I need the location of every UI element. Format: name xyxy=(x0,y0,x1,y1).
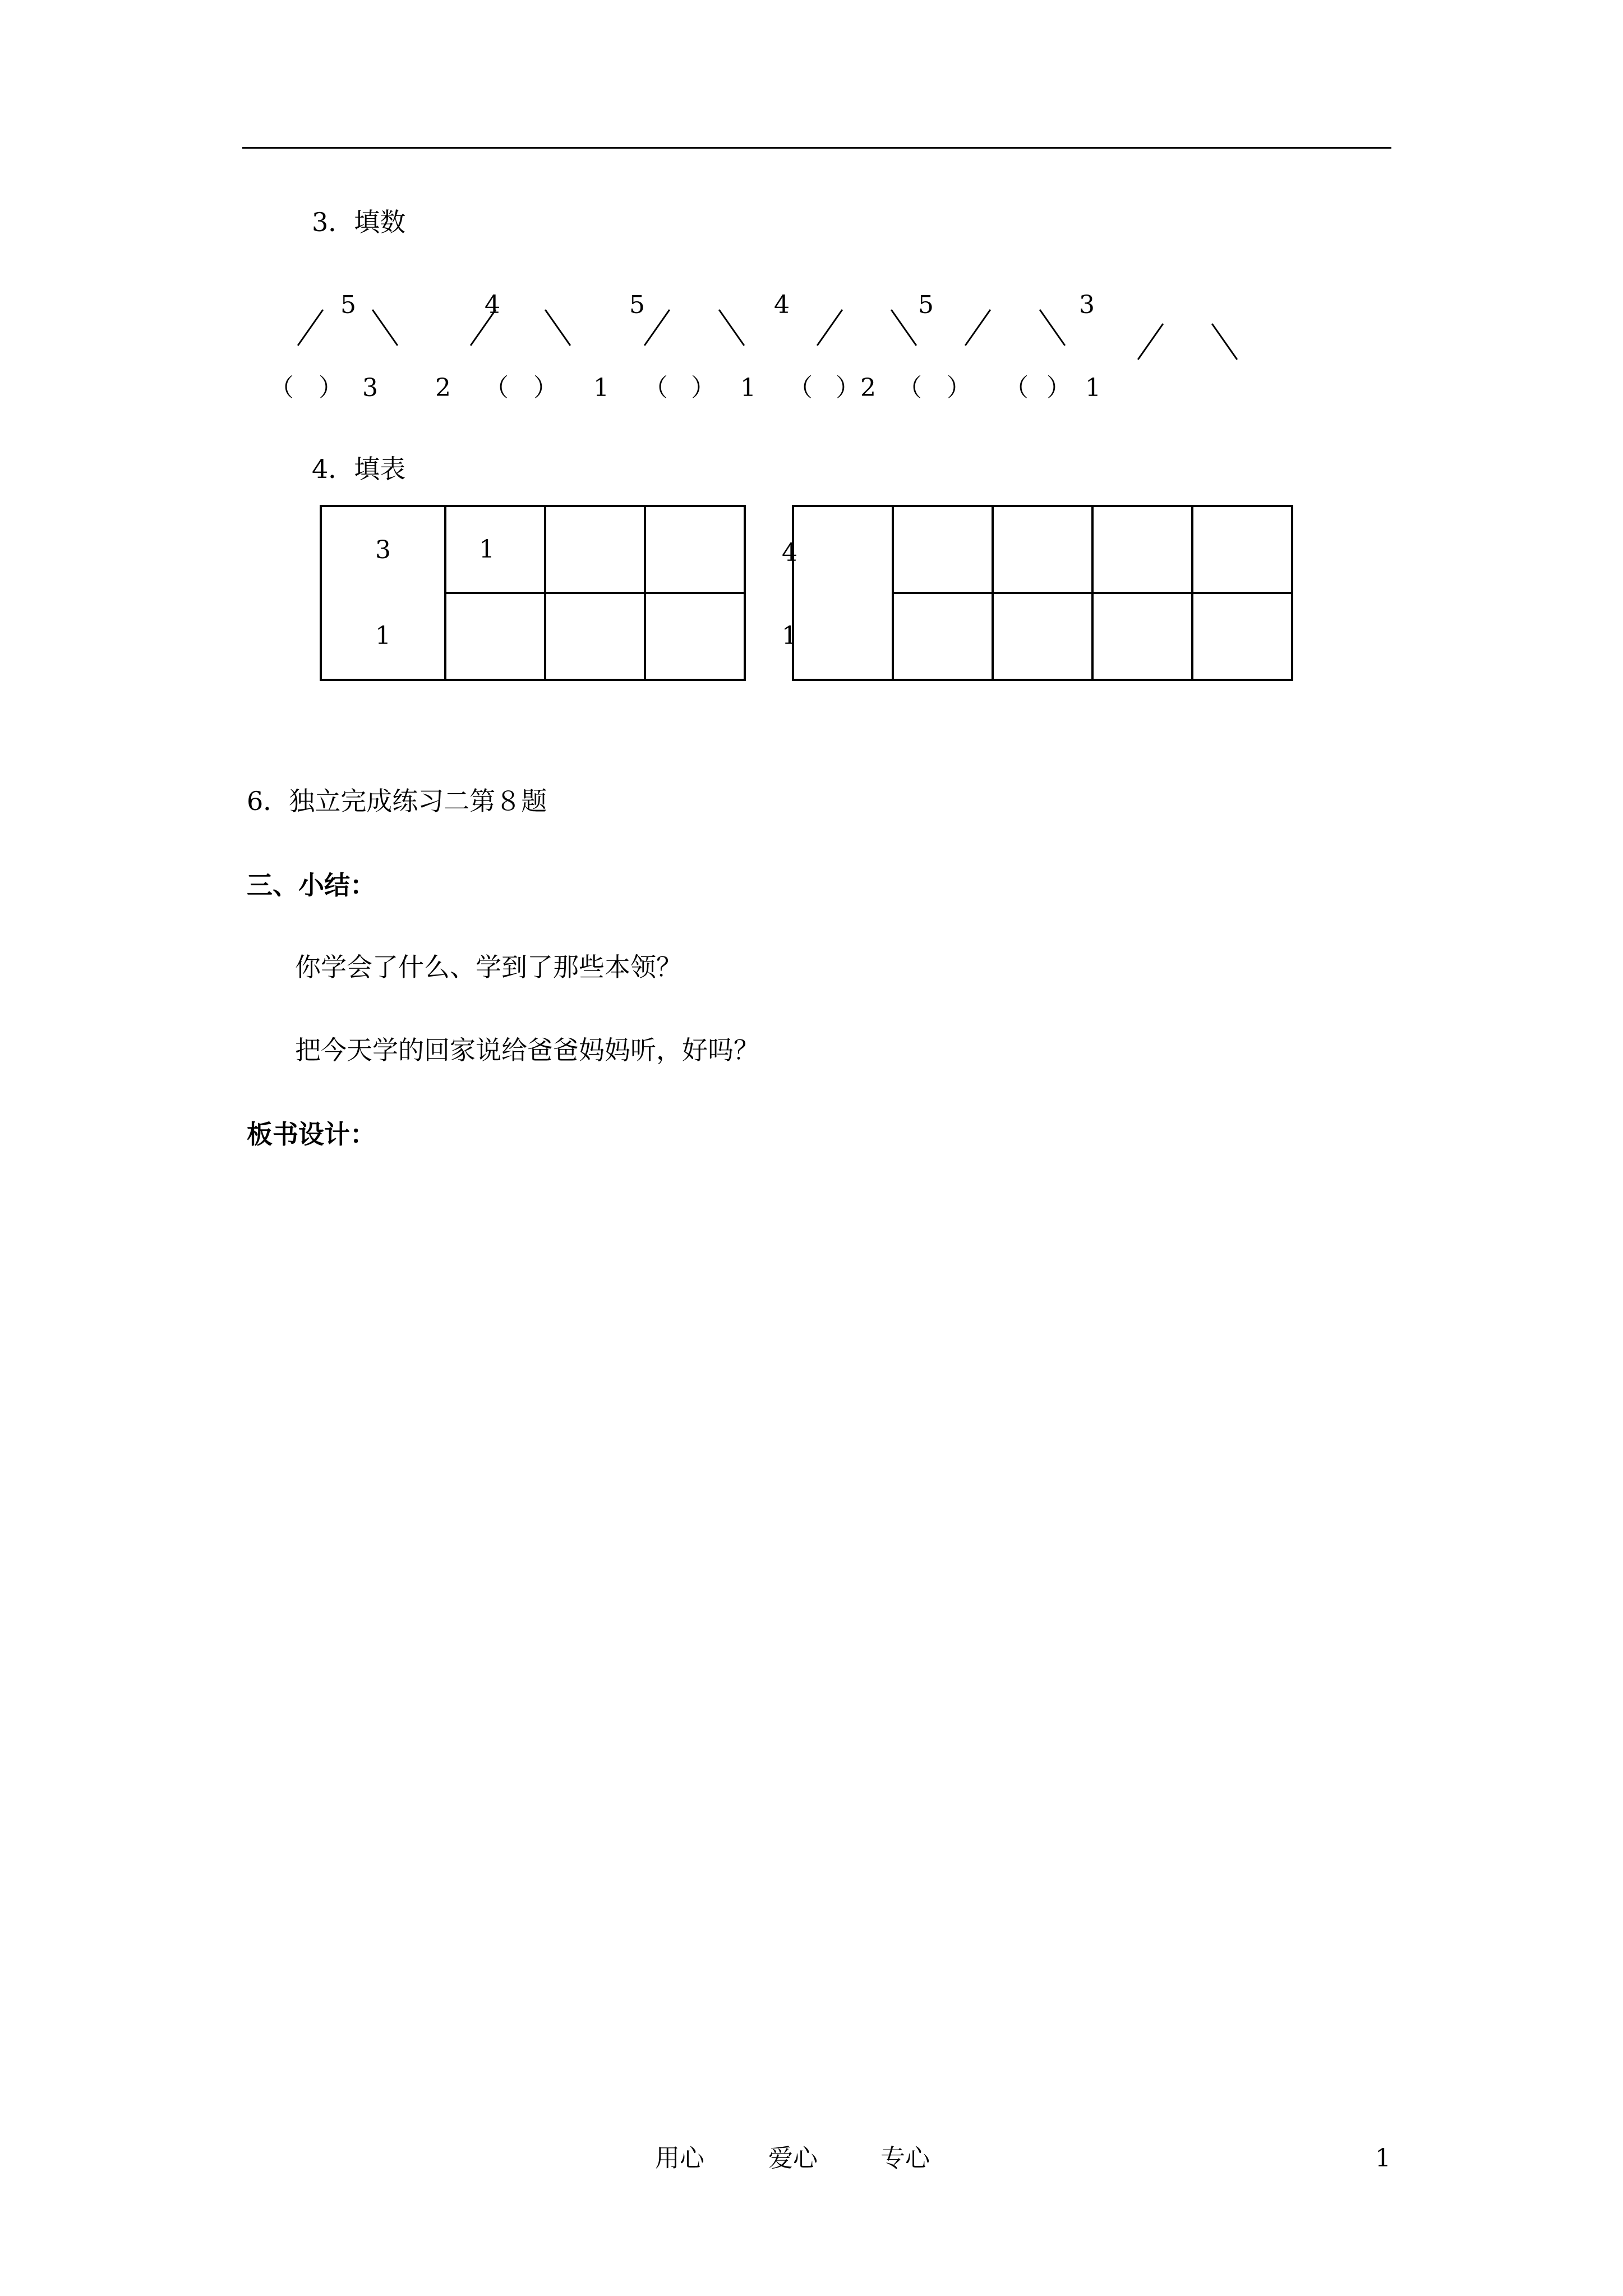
blank-close: ） xyxy=(947,374,971,402)
exercise-3-title: 3．填数 xyxy=(312,207,406,237)
board-design-heading: 板书设计： xyxy=(247,1119,376,1149)
table1-top-left: 3 xyxy=(321,506,445,593)
table-cell[interactable] xyxy=(893,593,993,680)
table2-first-column xyxy=(793,506,893,680)
table-cell[interactable] xyxy=(445,593,545,680)
number-bond-top-5: 5 xyxy=(918,291,934,319)
bottom-number: 1 xyxy=(1085,374,1101,402)
table-cell[interactable] xyxy=(1092,506,1192,593)
blank-open: （ xyxy=(788,374,813,402)
summary-line-2: 把今天学的回家说给爸爸妈妈听，好吗？ xyxy=(295,1035,759,1065)
blank-open: （ xyxy=(897,374,922,402)
number-bond-top-4: 4 xyxy=(774,291,790,319)
branch-line xyxy=(545,309,571,346)
branch-line xyxy=(470,309,496,346)
branch-line xyxy=(372,309,398,346)
bottom-number: 1 xyxy=(740,374,756,402)
table-cell[interactable] xyxy=(645,593,745,680)
table-cell[interactable] xyxy=(993,506,1092,593)
bottom-number: 3 xyxy=(362,374,378,402)
blank-open: （ xyxy=(484,374,509,402)
blank-close: ） xyxy=(533,374,558,402)
branch-line xyxy=(718,309,745,346)
page-number: 1 xyxy=(1375,2144,1391,2173)
number-bond-top-3: 5 xyxy=(629,291,645,319)
table-cell[interactable] xyxy=(1192,506,1292,593)
number-bond-top-2: 4 xyxy=(485,291,500,319)
blank-close: ） xyxy=(1046,374,1071,402)
branch-line xyxy=(1211,323,1238,360)
table-cell[interactable] xyxy=(545,506,645,593)
blank-open: （ xyxy=(1004,374,1029,402)
summary-line-1: 你学会了什么、学到了那些本领？ xyxy=(295,952,682,982)
bottom-number: 1 xyxy=(593,374,609,402)
branch-line xyxy=(891,309,917,346)
footer-slogan-1: 用心 xyxy=(655,2144,704,2173)
branch-line xyxy=(817,309,843,346)
number-bond-top-6: 3 xyxy=(1079,291,1095,319)
table1-top-second: 1 xyxy=(445,506,545,593)
header-rule xyxy=(242,147,1391,149)
table2-bottom-left: 1 xyxy=(782,622,797,650)
table-cell[interactable] xyxy=(993,593,1092,680)
branch-line xyxy=(297,309,324,346)
footer-slogan-3: 专心 xyxy=(880,2144,930,2173)
branch-line xyxy=(1137,323,1164,360)
blank-close: ）2 xyxy=(836,374,876,402)
branch-line xyxy=(644,309,670,346)
table-cell[interactable] xyxy=(645,506,745,593)
item-6-text: 6．独立完成练习二第８题 xyxy=(247,786,547,816)
table-cell[interactable] xyxy=(1092,593,1192,680)
branch-line xyxy=(1039,309,1066,346)
fill-table-1 xyxy=(320,505,746,681)
summary-heading: 三、小结： xyxy=(247,870,376,900)
bottom-number: 2 xyxy=(435,374,451,402)
blank-open: （ xyxy=(269,374,294,402)
number-bond-top-1: 5 xyxy=(340,291,356,319)
table-cell[interactable] xyxy=(893,506,993,593)
table1-bottom-left: 1 xyxy=(321,593,445,680)
table2-top-left: 4 xyxy=(782,539,797,567)
branch-line xyxy=(965,309,991,346)
exercise-4-title: 4．填表 xyxy=(312,454,406,484)
footer-slogan-2: 爱心 xyxy=(768,2144,818,2173)
table-cell[interactable] xyxy=(545,593,645,680)
blank-open: （ xyxy=(643,374,668,402)
table-cell[interactable] xyxy=(1192,593,1292,680)
fill-table-2 xyxy=(792,505,1293,681)
blank-close: ） xyxy=(319,374,343,402)
blank-close: ） xyxy=(691,374,716,402)
